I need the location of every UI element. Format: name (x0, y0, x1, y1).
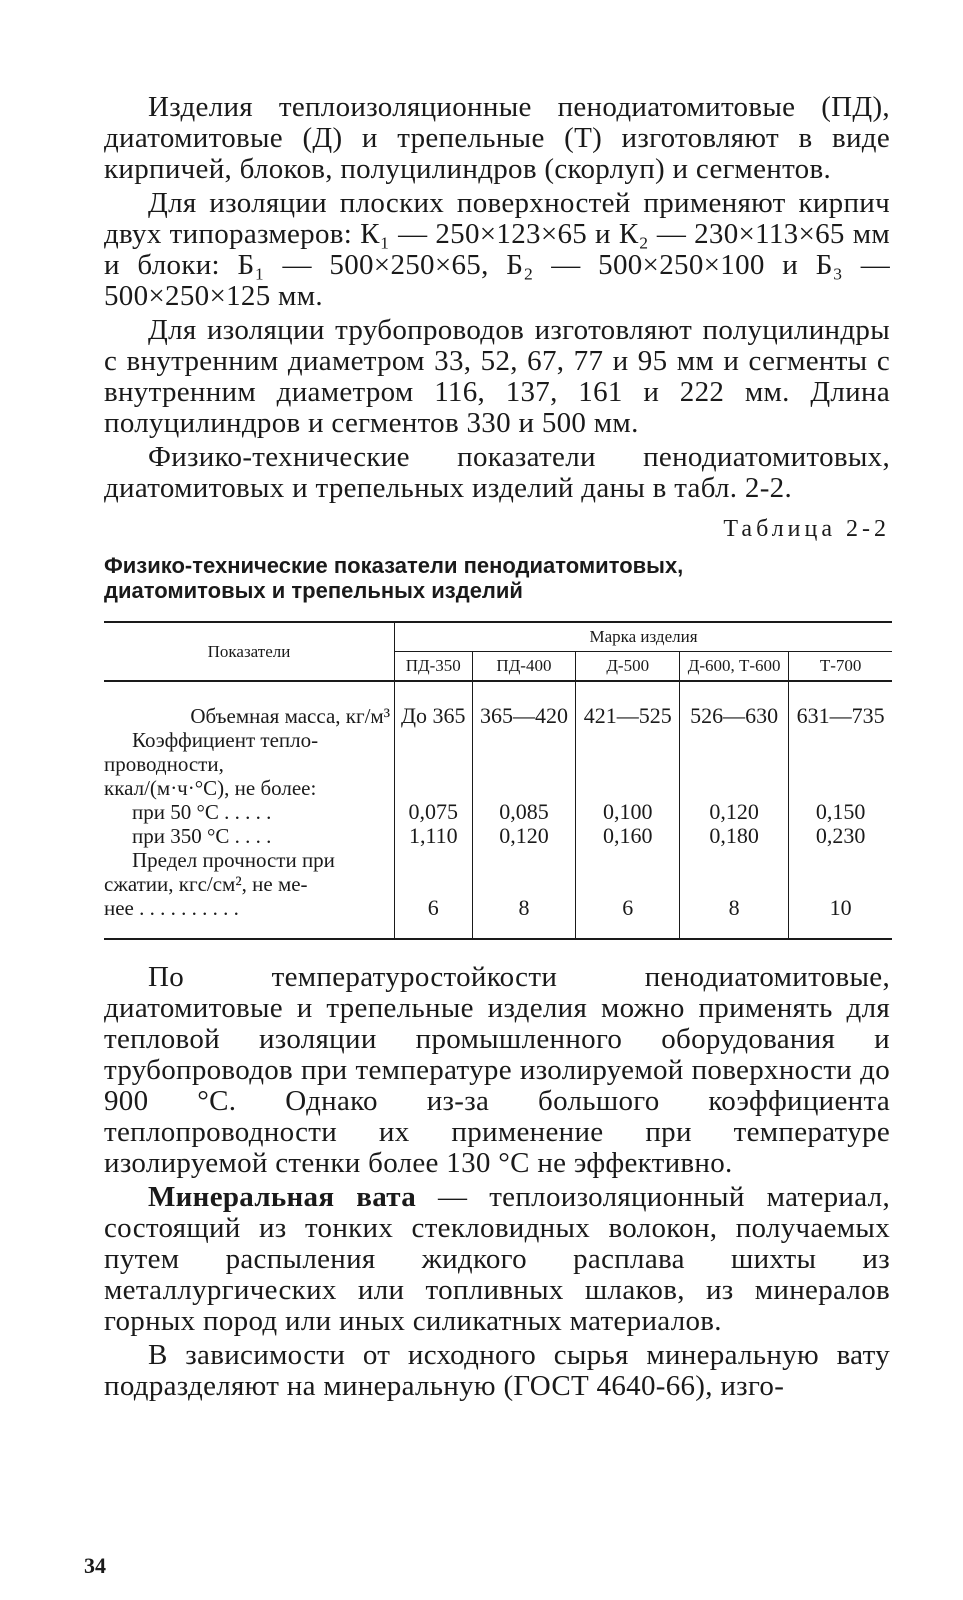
table-cell: 8 (680, 848, 789, 939)
table-cell: 631—735 (789, 704, 892, 728)
table-cell: 0,120 (472, 824, 576, 848)
row-label-line: Коэффициент тепло- (132, 728, 319, 752)
table-cell: 0,160 (576, 824, 680, 848)
page-number: 34 (84, 1553, 106, 1578)
paragraph-insulation-products: Изделия теплоизоляционные пенодиатомитовые (ПД), диатомитовые (Д) и трепельные (Т) изготовляют в виде кирпичей, блоков, полуцилиндров (скорлуп) и сегментов. (104, 91, 890, 185)
table-row (104, 728, 892, 800)
paragraph-mineral-wool (104, 1182, 890, 1337)
table-row (104, 800, 892, 824)
term-mineral-wool: Минеральная вата (148, 1181, 417, 1213)
properties-table (104, 621, 892, 940)
table-cell: 0,075 (395, 800, 473, 824)
table-caption-line: Физико-технические показатели пенодиатомитовых, (104, 553, 684, 578)
table-cell: 0,230 (789, 824, 892, 848)
row-label (104, 728, 395, 800)
row-label (104, 848, 395, 939)
row-label: Объемная масса, кг/м³ (190, 704, 390, 728)
table-row (104, 704, 892, 728)
column-header: ПД-400 (472, 652, 576, 682)
table-caption-line: диатомитовых и трепельных изделий (104, 578, 523, 603)
table-cell: 6 (576, 848, 680, 939)
paragraph-temperature-resistance: По температуростойкости пенодиатомитовые, диатомитовые и трепельные изделия можно применять для тепловой изоляции промышленного оборудования и трубопроводов при температуре изолируемой поверхности до 900 °С. Однако из-за большого коэффициента теплопроводности их применение при температуре изолируемой стенки более 130 °С не эффективно. (104, 961, 890, 1179)
table-cell: 526—630 (680, 704, 789, 728)
paragraph-mineral-wool-text: — теплоизоляционный материал, состоящий из тонких стекловидных волокон, получаемых путем распыления жидкого расплава шихты из металлургических или топливных шлаков, из минералов горных пород или иных силикатных материалов. (104, 1181, 890, 1337)
row-label-line: сжатии, кгс/см², не ме- (104, 872, 308, 896)
header-product-grade: Марка изделия (395, 622, 893, 652)
row-label-line: проводности, (104, 752, 224, 776)
row-label: при 50 °С . . . . . (132, 800, 272, 824)
header-indicators: Показатели (207, 641, 291, 661)
column-header: ПД-350 (395, 652, 473, 682)
table-cell: 10 (789, 848, 892, 939)
paragraph-pipe-insulation: Для изоляции трубопроводов изготовляют полуцилиндры с внутренним диаметром 33, 52, 67, 77 и 95 мм и сегменты с внутренним диаметром 116, 137, 161 и 222 мм. Длина полуцилиндров и сегментов 330 и 500 мм. (104, 314, 890, 439)
table-cell: 0,150 (789, 800, 892, 824)
paragraph-brick-sizes: Для изоляции плоских поверхностей применяют кирпич двух типоразмеров: К₁ — 250×123×65 и К₂ — 230×113×65 мм и блоки: Б₁ — 500×250×65, Б₂ — 500×250×100 и Б₃ — 500×250×125 мм. (104, 187, 890, 312)
table-label: Таблица 2-2 (723, 516, 890, 542)
paragraph-raw-material: В зависимости от исходного сырья минеральную вату подразделяют на минеральную (ГОСТ 4640-66), изго- (104, 1339, 890, 1402)
table-cell: 365—420 (472, 704, 576, 728)
column-header: Д-500 (576, 652, 680, 682)
table-cell: 0,100 (576, 800, 680, 824)
table-caption (104, 553, 890, 603)
column-header: Т-700 (789, 652, 892, 682)
table-cell: 421—525 (576, 704, 680, 728)
table-cell: 6 (395, 848, 473, 939)
table-cell: 0,120 (680, 800, 789, 824)
table-cell: 0,085 (472, 800, 576, 824)
table-cell: До 365 (395, 704, 473, 728)
table-cell: 0,180 (680, 824, 789, 848)
table-row (104, 848, 892, 939)
table-cell: 1,110 (395, 824, 473, 848)
table-row (104, 824, 892, 848)
column-header: Д-600, Т-600 (680, 652, 789, 682)
page-body (104, 92, 890, 1405)
table-cell: 8 (472, 848, 576, 939)
row-label-line: Предел прочности при (132, 848, 335, 872)
row-label-line: нее . . . . . . . . . . (104, 896, 239, 920)
row-label: при 350 °С . . . . (132, 824, 272, 848)
paragraph-table-reference: Физико-технические показатели пенодиатомитовых, диатомитовых и трепельных изделий даны в табл. 2-2. (104, 441, 890, 504)
row-label-line: ккал/(м·ч·°С), не более: (104, 776, 317, 800)
